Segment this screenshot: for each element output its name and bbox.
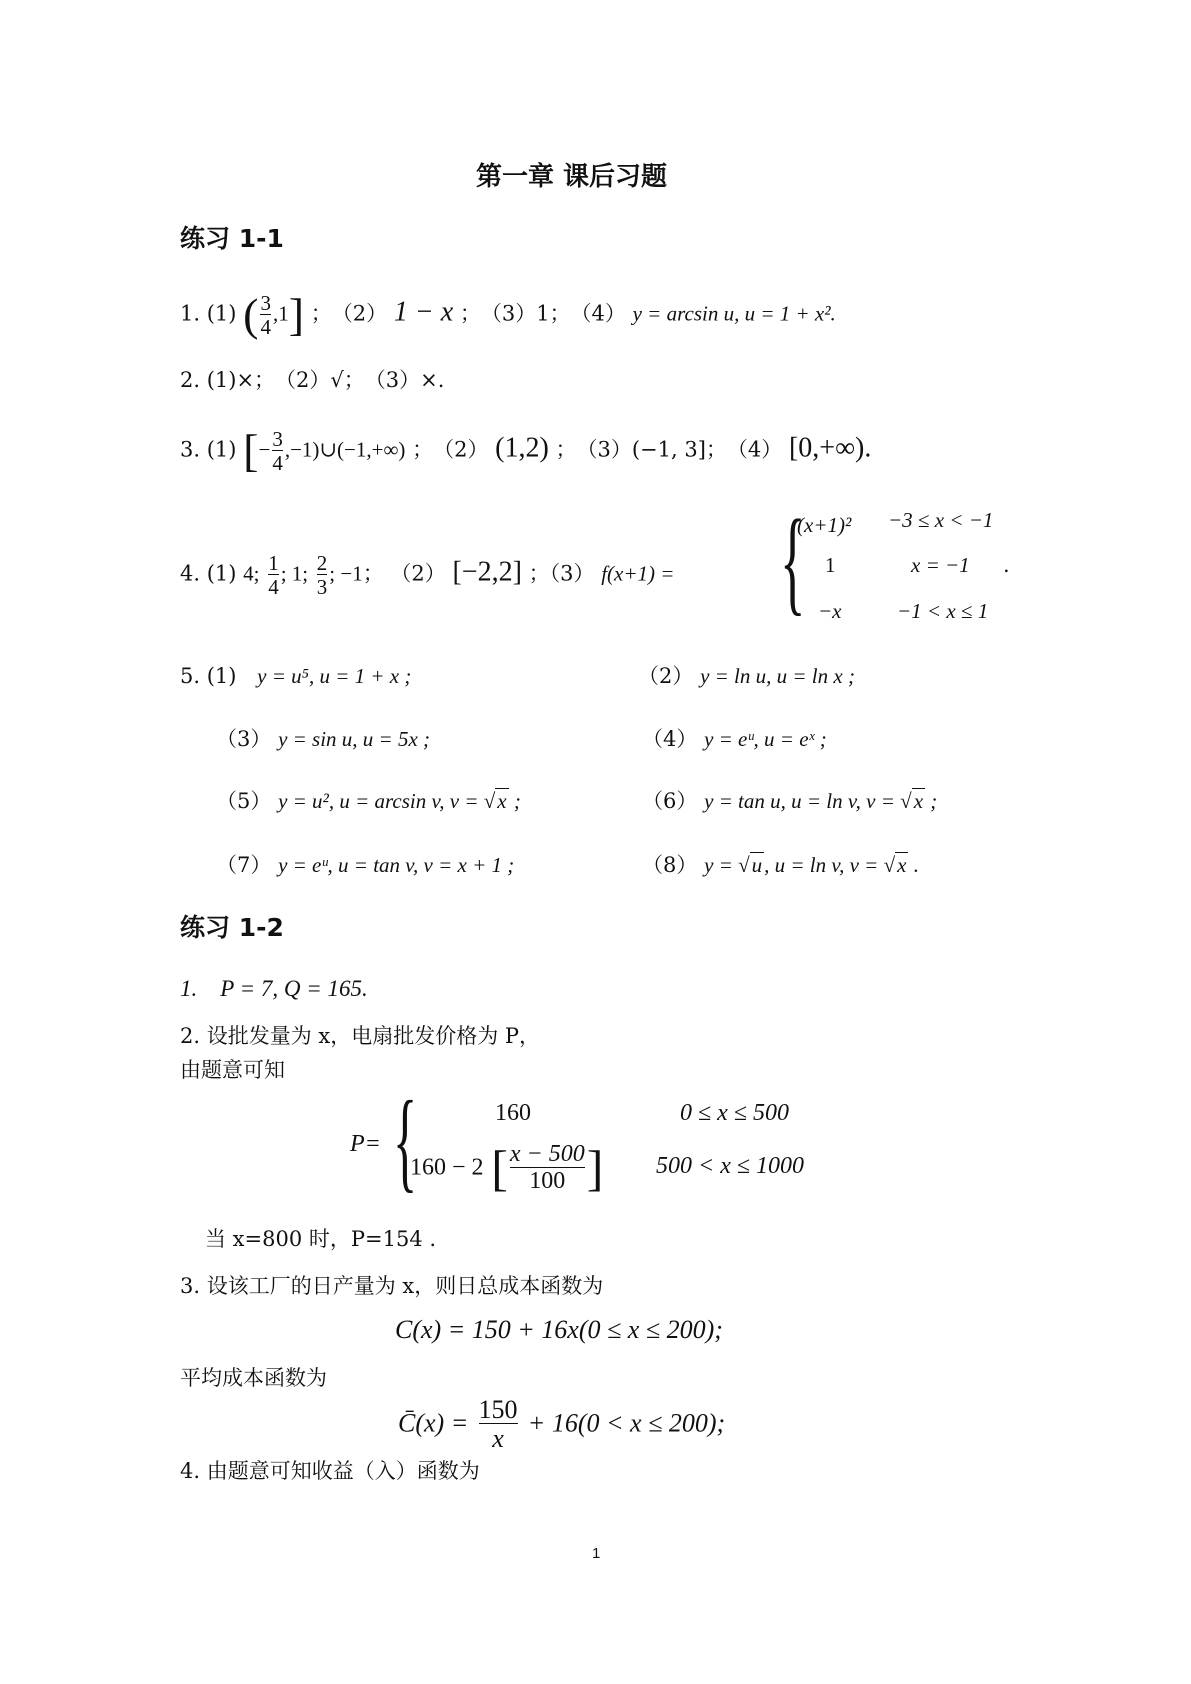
sqrt-sign: √ [883, 853, 896, 877]
q4-part2-value: [−2,2] [452, 556, 522, 588]
q4-value: 4; [243, 561, 260, 586]
page-title: 第一章 课后习题 [476, 162, 668, 192]
q5-item-label: （4） [642, 727, 698, 751]
q4-number: 4. (1) [180, 561, 237, 586]
page-number: 1 [592, 1545, 601, 1562]
fraction: $\frac{x - 500}{100}$ [509, 1141, 585, 1195]
q4-case1-expr: (x+1)² [797, 513, 852, 537]
q5-item-expr: y = [704, 853, 739, 877]
q4-case2-expr: 1 [825, 553, 836, 577]
fraction: $\frac{2}{3}$ [316, 551, 328, 600]
q3-equation-1: C(x) = 150 + 16x(0 ≤ x ≤ 200); [395, 1315, 723, 1344]
interval-tail: ,1 [272, 301, 289, 326]
q5-item-label: 5. (1) [180, 664, 237, 688]
sqrt-radicand: x [913, 789, 924, 813]
q3-eq2-lhs: C̄(x) = [398, 1408, 469, 1438]
q5-item-label: （6） [642, 789, 698, 813]
fraction: $\frac{3}{4}$ [272, 427, 283, 476]
exercise-1-1-q3 [180, 425, 872, 477]
exercise-1-1-q1 [180, 289, 836, 341]
q3-part3: ； （3）(−1, 3]； （4） [555, 437, 783, 462]
q5-item-3 [216, 729, 430, 750]
q5-item-label: （8） [642, 853, 698, 877]
exercise-1-2-q3-line1: 3. 设该工厂的日产量为 x，则日总成本函数为 [180, 1274, 604, 1298]
q5-item-expr: , u = ln v, v = [764, 853, 884, 877]
exercise-1-1-q2: 2. (1)×； （2）√； （3）×. [180, 368, 445, 392]
minus-sign: − [258, 437, 271, 462]
q3-eq2-rhs: + 16(0 < x ≤ 200); [527, 1408, 726, 1438]
interval-tail: ,−1)∪(−1,+∞) [284, 437, 406, 462]
exercise-1-2-q3-line2: 平均成本函数为 [180, 1366, 327, 1390]
q3-number: 3. (1) [180, 437, 237, 462]
fraction: $\frac{150}{x}$ [478, 1395, 518, 1454]
q5-item-label: （5） [216, 789, 272, 813]
piecewise-brace: { [393, 1079, 418, 1203]
fraction: $\frac{1}{4}$ [268, 551, 279, 600]
fraction: $\frac{3}{4}$ [260, 291, 271, 340]
bracket-open: [ [243, 425, 259, 477]
q4-function-lhs: f(x+1) = [601, 561, 675, 586]
q4-case1-cond: −3 ≤ x < −1 [888, 508, 994, 532]
section-heading-1-1: 练习 1-1 [180, 224, 284, 253]
q5-item-expr: y = u², u = arcsin v, v = [278, 789, 484, 813]
bracket-close: ] [288, 289, 305, 341]
q3-equation-2 [398, 1396, 725, 1453]
q5-item-expr: y = sin u, u = 5x ; [278, 727, 431, 751]
q4-part2-label: （2） [390, 561, 446, 586]
q2-case2-cond: 500 < x ≤ 1000 [656, 1153, 805, 1179]
sqrt-sign: √ [900, 789, 912, 813]
q5-item-5 [216, 791, 521, 812]
q4-part3-label: ；（3） [528, 561, 595, 586]
q5-item-4 [642, 729, 827, 750]
sqrt-sign: √ [483, 789, 496, 813]
q5-item-expr: y = eᵘ, u = tan v, v = x + 1 ; [278, 853, 515, 877]
q5-item-label: （3） [216, 727, 272, 751]
q2-case2-expr [410, 1140, 604, 1197]
sqrt-radicand: x [497, 789, 507, 813]
q5-item-7 [216, 855, 514, 876]
bracket-open: [ [491, 1140, 508, 1197]
q5-item-expr: y = eᵘ, u = eˣ ; [704, 727, 827, 751]
q1-part2-label: ； （2） [310, 301, 388, 326]
q5-item-expr: y = ln u, u = ln x ; [700, 664, 855, 688]
q2-result: 当 x=800 时，P=154 . [205, 1227, 437, 1251]
exercise-1-1-q4 [180, 552, 674, 598]
q5-item-1 [180, 666, 411, 687]
q5-item-end: ; [925, 789, 938, 813]
q1-part4: y = arcsin u, u = 1 + x². [632, 301, 836, 326]
q4-value: ; −1； [329, 561, 384, 586]
q1-part2-value: 1 − x [393, 296, 454, 328]
q3-part2-value: (1,2) [495, 432, 549, 464]
q5-item-2 [638, 666, 855, 687]
q2-P-lhs: P= [350, 1131, 381, 1157]
exercise-1-2-q2-line1: 2. 设批发量为 x，电扇批发价格为 P， [180, 1024, 541, 1048]
bracket-close: ] [586, 1140, 604, 1197]
q4-case2-cond: x = −1 [911, 553, 970, 577]
q5-item-expr: y = u⁵, u = 1 + x ; [257, 664, 412, 688]
q3-part2-label: ； （2） [412, 437, 489, 462]
exercise-1-2-q1: 1. P = 7, Q = 165. [180, 976, 368, 1001]
q5-item-6 [642, 791, 937, 812]
q5-item-label: （7） [216, 853, 272, 877]
q5-item-end: ; [508, 789, 521, 813]
q2-case1-expr: 160 [495, 1100, 531, 1126]
sqrt-radicand: u [751, 853, 763, 877]
piecewise-brace: { [780, 495, 806, 626]
q3-part4-value: [0,+∞). [788, 432, 872, 464]
exercise-1-2-q4-line1: 4. 由题意可知收益（入）函数为 [180, 1459, 480, 1483]
q5-item-label: （2） [638, 664, 694, 688]
q4-end: . [1003, 553, 1010, 577]
q1-part3: ； （3）1； （4） [459, 301, 626, 326]
q5-item-8 [642, 855, 919, 876]
exercise-1-2-q2-line2: 由题意可知 [180, 1058, 285, 1082]
q4-value: ; 1; [280, 561, 309, 586]
q2-case2-pre: 160 − 2 [410, 1154, 484, 1181]
q2-case1-cond: 0 ≤ x ≤ 500 [680, 1100, 789, 1126]
sqrt-radicand: x [897, 853, 907, 877]
paren-open: ( [243, 289, 259, 341]
q4-case3-expr: −x [818, 599, 842, 623]
q1-number: 1. (1) [180, 301, 237, 326]
section-heading-1-2: 练习 1-2 [180, 913, 284, 942]
sqrt-sign: √ [738, 853, 750, 877]
q4-case3-cond: −1 < x ≤ 1 [897, 599, 989, 623]
q5-item-end: . [908, 853, 919, 877]
q5-item-expr: y = tan u, u = ln v, v = [704, 789, 901, 813]
